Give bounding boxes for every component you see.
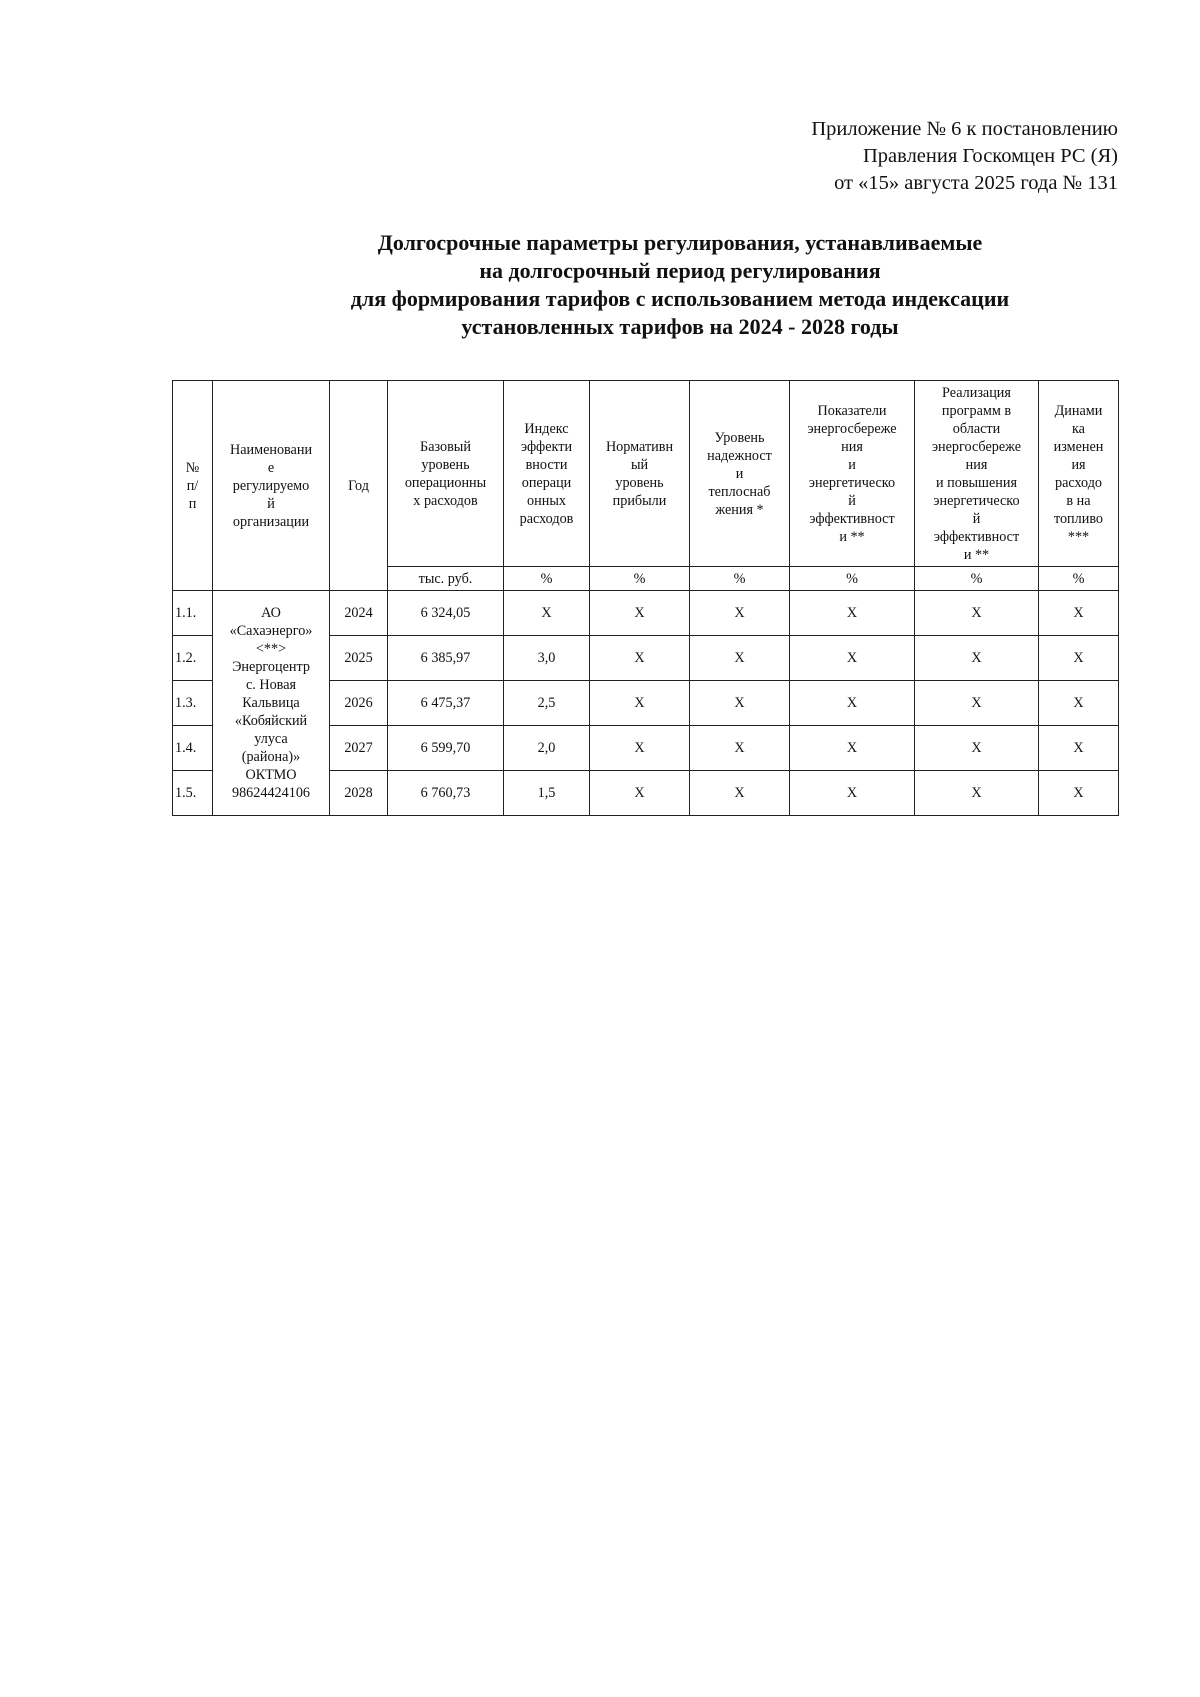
unit-cell: % <box>504 567 590 591</box>
row-year: 2028 <box>330 771 388 816</box>
row-num: 1.5. <box>173 771 213 816</box>
appendix-line: Приложение № 6 к постановлению <box>811 118 1118 140</box>
title-line: на долгосрочный период регулирования <box>479 258 881 283</box>
row-base-opex: 6 475,37 <box>388 681 504 726</box>
header-fuel-dynamics: Динами ка изменен ия расходо в на топливо *** <box>1039 381 1119 567</box>
row-profit: X <box>590 636 690 681</box>
row-year: 2024 <box>330 591 388 636</box>
row-reliability: X <box>690 636 790 681</box>
row-num: 1.3. <box>173 681 213 726</box>
row-efficiency-index: X <box>504 591 590 636</box>
row-energy-programs: X <box>915 726 1039 771</box>
document-title <box>250 229 1110 341</box>
header-year: Год <box>330 381 388 591</box>
row-profit: X <box>590 681 690 726</box>
row-energy-indicators: X <box>790 636 915 681</box>
unit-cell: % <box>690 567 790 591</box>
row-efficiency-index: 1,5 <box>504 771 590 816</box>
row-energy-indicators: X <box>790 591 915 636</box>
row-reliability: X <box>690 591 790 636</box>
unit-cell: тыс. руб. <box>388 567 504 591</box>
row-base-opex: 6 599,70 <box>388 726 504 771</box>
row-num: 1.4. <box>173 726 213 771</box>
header-energy-programs: Реализация программ в области энергосбереже ния и повышения энергетическо й эффективност и ** <box>915 381 1039 567</box>
row-base-opex: 6 324,05 <box>388 591 504 636</box>
header-efficiency-index: Индекс эффекти вности операци онных расходов <box>504 381 590 567</box>
header-profit: Нормативн ый уровень прибыли <box>590 381 690 567</box>
title-line: для формирования тарифов с использованием метода индексации <box>350 286 1010 311</box>
row-year: 2026 <box>330 681 388 726</box>
row-efficiency-index: 3,0 <box>504 636 590 681</box>
row-energy-programs: X <box>915 636 1039 681</box>
header-org: Наименовани е регулируемо й организации <box>213 381 330 591</box>
row-energy-indicators: X <box>790 771 915 816</box>
header-reliability: Уровень надежност и теплоснаб жения * <box>690 381 790 567</box>
row-base-opex: 6 760,73 <box>388 771 504 816</box>
row-year: 2027 <box>330 726 388 771</box>
row-year: 2025 <box>330 636 388 681</box>
row-reliability: X <box>690 681 790 726</box>
appendix-line: Правления Госкомцен РС (Я) <box>863 145 1118 167</box>
row-fuel-dynamics: X <box>1039 681 1119 726</box>
organization-name: АО «Сахаэнерго» <**> Энергоцентр с. Новая Кальвица «Кобяйский улуса (района)» ОКТМО 98624424106 <box>213 591 330 816</box>
row-energy-indicators: X <box>790 681 915 726</box>
title-line: Долгосрочные параметры регулирования, устанавливаемые <box>377 230 983 255</box>
row-profit: X <box>590 591 690 636</box>
row-energy-programs: X <box>915 681 1039 726</box>
header-base-opex: Базовый уровень операционны х расходов <box>388 381 504 567</box>
table-row <box>173 591 1119 636</box>
row-fuel-dynamics: X <box>1039 636 1119 681</box>
row-profit: X <box>590 726 690 771</box>
row-efficiency-index: 2,5 <box>504 681 590 726</box>
row-energy-indicators: X <box>790 726 915 771</box>
row-fuel-dynamics: X <box>1039 771 1119 816</box>
row-num: 1.1. <box>173 591 213 636</box>
title-line: установленных тарифов на 2024 - 2028 годы <box>461 314 899 339</box>
row-reliability: X <box>690 771 790 816</box>
row-base-opex: 6 385,97 <box>388 636 504 681</box>
unit-cell: % <box>1039 567 1119 591</box>
header-row <box>173 381 1119 567</box>
row-fuel-dynamics: X <box>1039 591 1119 636</box>
parameters-table <box>172 380 1119 816</box>
row-reliability: X <box>690 726 790 771</box>
unit-cell: % <box>915 567 1039 591</box>
appendix-line: от «15» августа 2025 года № 131 <box>834 172 1118 194</box>
row-fuel-dynamics: X <box>1039 726 1119 771</box>
row-efficiency-index: 2,0 <box>504 726 590 771</box>
row-num: 1.2. <box>173 636 213 681</box>
unit-cell: % <box>790 567 915 591</box>
header-num: № п/ п <box>173 381 213 591</box>
row-energy-programs: X <box>915 591 1039 636</box>
row-profit: X <box>590 771 690 816</box>
unit-cell: % <box>590 567 690 591</box>
header-energy-indicators: Показатели энергосбереже ния и энергетическо й эффективност и ** <box>790 381 915 567</box>
appendix-reference <box>811 116 1118 197</box>
row-energy-programs: X <box>915 771 1039 816</box>
